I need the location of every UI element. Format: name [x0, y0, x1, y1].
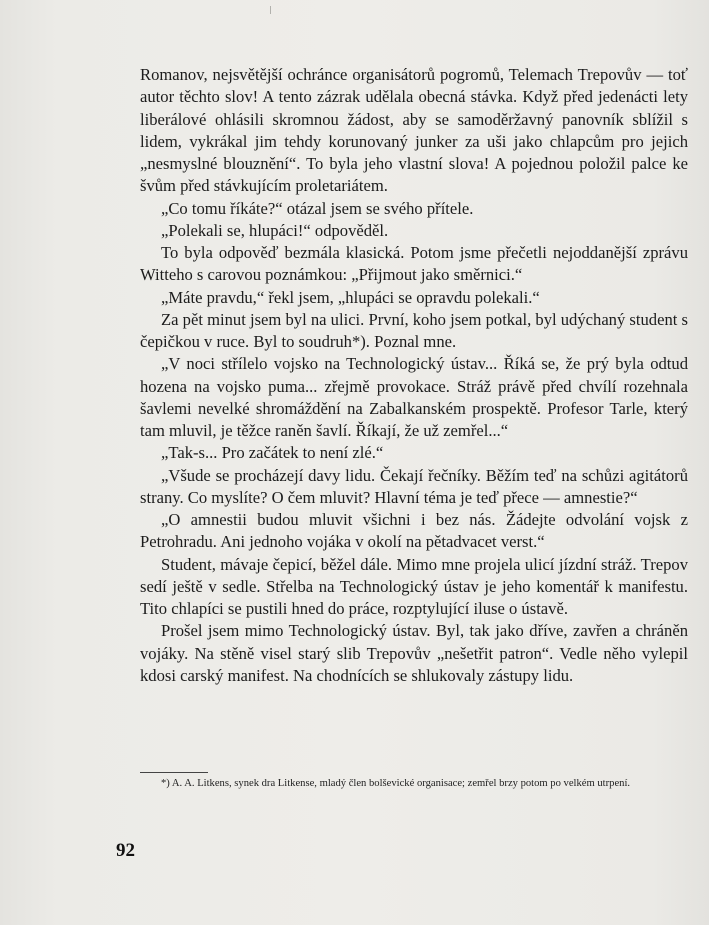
paragraph: Za pět minut jsem byl na ulici. První, koho jsem potkal, byl udýchaný student s čepičkou v ruce. Byl to soudruh*). Poznal mne. — [140, 309, 688, 351]
paragraph: Prošel jsem mimo Technologický ústav. Byl, tak jako dříve, zavřen a chráněn vojáky. Na stěně visel starý slib Trepovův „nešetřit patron“. Vedle něho vylepil kdosi carský manifest. Na chodnících se shlukovaly zástupy lidu. — [140, 621, 688, 685]
footnote: *) A. A. Litkens, synek dra Litkense, mladý člen bolševické organisace; zemřel brzy potom po velkém utrpení. — [161, 778, 631, 789]
paragraph: „Všude se procházejí davy lidu. Čekají řečníky. Běžím teď na schůzi agitátorů strany. Co myslíte? O čem mluvit? Hlavní téma je teď přece — amnestie?“ — [140, 465, 688, 507]
paragraph: „O amnestii budou mluvit všichni i bez nás. Žádejte odvolání vojsk z Petrohradu. Ani jednoho vojáka v okolí na pětadvacet verst.“ — [140, 510, 688, 552]
scan-speck — [270, 6, 271, 14]
body-text — [140, 64, 688, 687]
paragraph: „V noci střílelo vojsko na Technologický ústav... Říká se, že prý byla odtud hozena na vojsko puma... zřejmě provokace. Stráž právě před chvílí rozehnala šavlemi nevelké shromáždění na Zabalkanském prospektě. Profesor Tarle, který tam mluvil, je těžce raněn šavlí. Říkají, že už zemřel...“ — [140, 354, 688, 440]
paragraph: To byla odpověď bezmála klasická. Potom jsme přečetli nejoddanější zprávu Witteho s carovou poznámkou: „Přijmout jako směrnici.“ — [140, 243, 688, 285]
paragraph: „Tak-s... Pro začátek to není zlé.“ — [161, 443, 384, 463]
paragraph: Student, mávaje čepicí, běžel dále. Mimo mne projela ulicí jízdní stráž. Trepov sedí ještě v sedle. Střelba na Technologický ústav je jeho komentář k manifestu. Tito chlapíci se pustili hned do práce, rozptylující iluse o ústavě. — [140, 554, 688, 618]
paragraph: Romanov, nejsvětější ochránce organisátorů pogromů, Telemach Trepovův — toť autor těchto slov! A tento zázrak udělala obecná stávka. Když před jedenácti lety liberálové ohlásili skromnou žádost, aby se samoděržavný panovník sblížil s lidem, vykrákal jim tehdy korunovaný junker za uši jako chlapcům pro jejich „nesmyslné blouznění“. To byla jeho vlastní slova! A pojednou položil palce ke švům před stávkujícím proletariátem. — [140, 65, 688, 196]
page-number: 92 — [116, 840, 135, 861]
paragraph: „Máte pravdu,“ řekl jsem, „hlupáci se opravdu polekali.“ — [161, 287, 540, 307]
paragraph: „Polekali se, hlupáci!“ odpověděl. — [161, 220, 389, 240]
footnote-divider — [140, 772, 208, 773]
paragraph: „Co tomu říkáte?“ otázal jsem se svého přítele. — [161, 198, 474, 218]
